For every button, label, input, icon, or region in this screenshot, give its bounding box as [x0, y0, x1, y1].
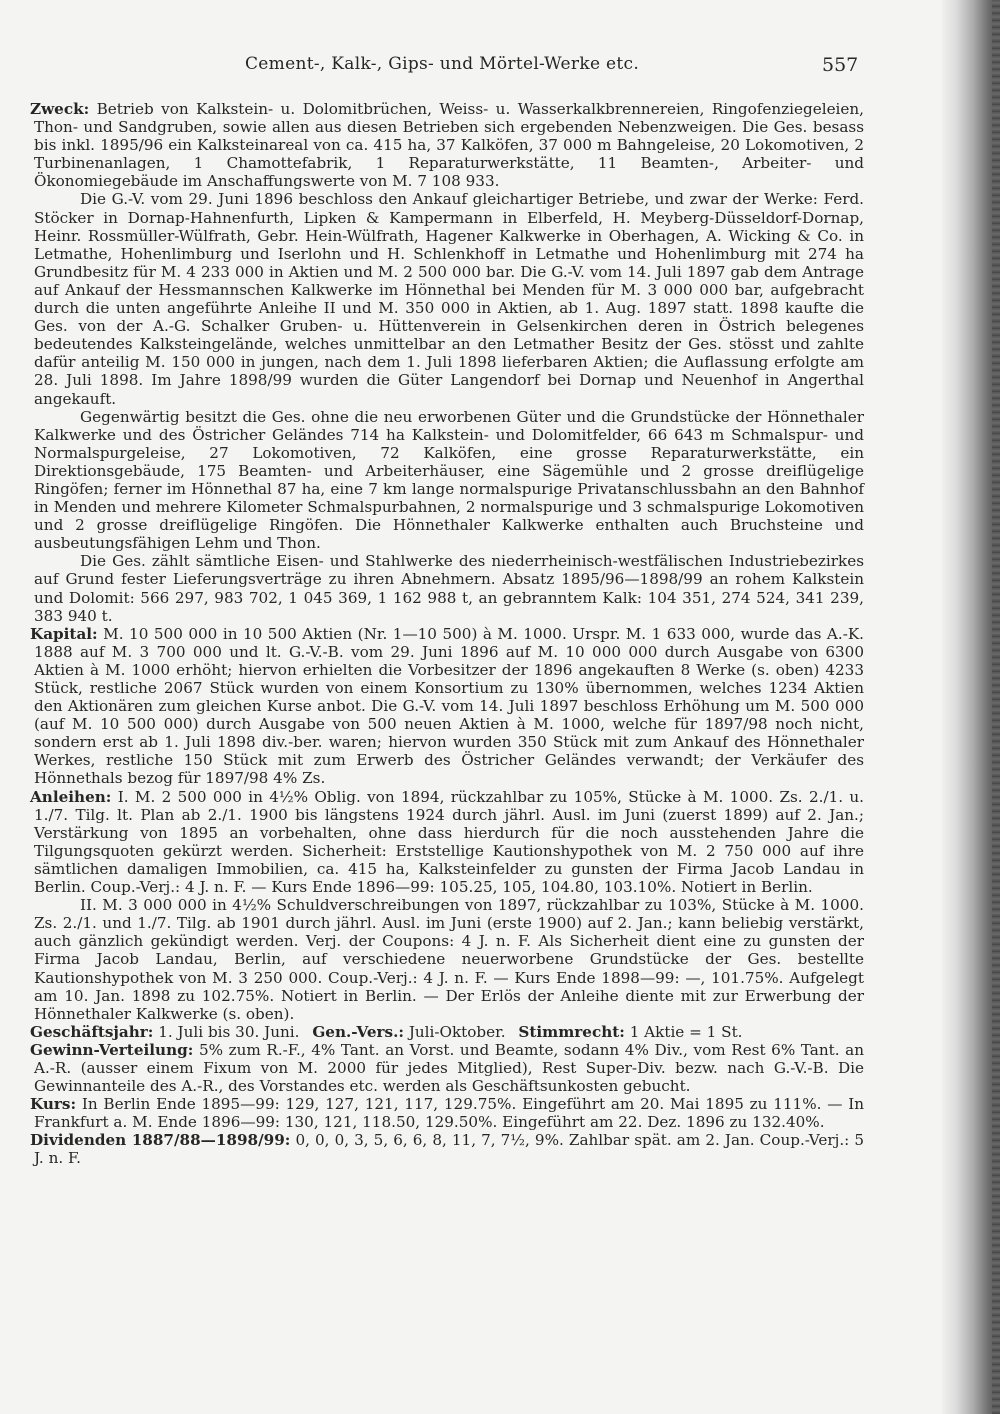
section-text: M. 10 500 000 in 10 500 Aktien (Nr. 1—10 500) à M. 1000. Urspr. M. 1 633 000, wurde das A.-K. 1888 auf M. 3 700 000 und lt. G.-V.-B. vom 29. Juni 1896 auf M. 10 000 000 durch Ausgabe von 6300 Aktien à M. 1000 erhöht; hiervon erhielten die Vorbesitzer der 1896 angekauften 8 Werke (s. oben) 4233 Stück, restliche 2067 Stück wurden von einem Konsortium zu 130% übernommen, welches 1234 Aktien den Aktionären zum gleichen Kurse anbot. Die G.-V. vom 14. Juli 1897 beschloss Erhöhung um M. 500 000 (auf M. 10 500 000) durch Ausgabe von 500 neuen Aktien à M. 1000, welche für 1897/98 noch nicht, sondern erst ab 1. Juli 1898 div.-ber. waren; hiervon wurden 350 Stück mit zum Ankauf des Hönnethaler Werkes, restliche 150 Stück mit zum Erwerb des Östricher Geländes verwandt; der Verkäufer des Hönnethals bezog für 1897/98 4% Zs. [34, 624, 865, 788]
header-title: Cement-, Kalk-, Gips- und Mörtel-Werke etc. [245, 54, 640, 74]
book-edge [992, 0, 1000, 1414]
section-text: 0, 0, 0, 3, 5, 6, 6, 8, 11, 7, 7½, 9%. Zahlbar spät. am 2. Jan. Coup.-Verj.: 5 J. n. F. [34, 1131, 864, 1168]
gen-vers-text: Juli-Oktober. [408, 1022, 506, 1041]
section-text: I. M. 2 500 000 in 4½% Oblig. von 1894, rückzahlbar zu 105%, Stücke à M. 1000. Zs. 2./1. u. 1./7. Tilg. lt. Plan ab 2./1. 1900 bis längstens 1924 durch jährl. Ausl. im Juni (zuerst 1899) auf 2. Jan.; Verstärkung von 1895 an vorbehalten, ohne dass hierdurch für die noch ausstehenden Jahre die Tilgungsquoten gekürzt werden. Sicherheit: Erststellige Kautionshypothek von M. 2 750 000 auf ihre sämtlichen damaligen Immobilien, ca. 415 ha, Kalksteinfelder zu gunsten der Firma Jacob Landau in Berlin. Coup.-Verj.: 4 J. n. F. — Kurs Ende 1896—99: 105.25, 105, 104.80, 103.10%. Notiert in Berlin. [34, 787, 864, 897]
gen-vers-label: Gen.-Vers.: [312, 1022, 404, 1041]
section-text: 5% zum R.-F., 4% Tant. an Vorst. und Beamte, sodann 4% Div., vom Rest 6% Tant. an A.-R. (ausser einem Fixum von M. 2000 für jedes Mitglied), Rest Super-Div. bezw. nach G.-V.-B. Die Gewinnanteile des A.-R., des Vorstandes etc. werden als Geschäftsunkosten gebucht. [34, 1040, 864, 1096]
section-text: 1. Juli bis 30. Juni. [158, 1022, 300, 1041]
section-label: Anleihen: [30, 787, 112, 806]
stimmrecht-label: Stimmrecht: [518, 1022, 625, 1041]
section-label: Zweck: [30, 100, 90, 118]
section-label: Dividenden 1887/88—1898/99: [30, 1131, 291, 1150]
section-dividenden [30, 1131, 864, 1168]
page-number: 557 [822, 54, 859, 76]
section-label: Gewinn-Verteilung: [30, 1040, 194, 1059]
section-kapital [30, 624, 865, 788]
section-anleihen [30, 787, 864, 897]
section-label: Kapital: [30, 624, 98, 643]
zweck-paragraph-4: Die Ges. zählt sämtliche Eisen- und Stahlwerke des niederrheinisch-westfälischen Industriebezirkes auf Grund fester Lieferungsverträge zu ihren Abnehmern. Absatz 1895/96—1898/99 an rohem Kalkstein und Dolomit: 566 297, 983 702, 1 045 369, 1 162 988 t, an gebranntem Kalk: 104 351, 274 524, 341 239, 383 940 t. [34, 552, 864, 625]
section-geschaeftsjahr [30, 1022, 864, 1041]
anleihen-paragraph-2: II. M. 3 000 000 in 4½% Schuldverschreibungen von 1897, rückzahlbar zu 103%, Stücke à M. 1000. Zs. 2./1. und 1./7. Tilg. ab 1901 durch jährl. Ausl. im Juni (erste 1900) auf 2. Jan.; kann beliebig verstärkt, auch gänzlich gekündigt werden. Verj. der Coupons: 4 J. n. F. Als Sicherheit dient eine zu gunsten der Firma Jacob Landau, Berlin, auf verschiedene neuerworbene Grundstücke der Ges. bestellte Kautionshypothek von M. 3 250 000. Coup.-Verj.: 4 J. n. F. — Kurs Ende 1898—99: —, 101.75%. Aufgelegt am 10. Jan. 1898 zu 102.75%. Notiert in Berlin. — Der Erlös der Anleihe diente mit zur Erwerbung der Hönnethaler Kalkwerke (s. oben). [34, 896, 864, 1023]
zweck-paragraph-2: Die G.-V. vom 29. Juni 1896 beschloss den Ankauf gleichartiger Betriebe, und zwar der Werke: Ferd. Stöcker in Dornap-Hahnenfurth, Lipken & Kampermann in Elberfeld, H. Meyberg-Düsseldorf-Dornap, Heinr. Rossmüller-Wülfrath, Gebr. Hein-Wülfrath, Hagener Kalkwerke in Oberhagen, A. Wicking & Co. in Letmathe, Hohenlimburg und Iserlohn und H. Schlenkhoff in Letmathe und Hohenlimburg mit 274 ha Grundbesitz für M. 4 233 000 in Aktien und M. 2 500 000 bar. Die G.-V. vom 14. Juli 1897 gab dem Antrage auf Ankauf der Hessmannschen Kalkwerke im Hönnethal bei Menden für M. 3 000 000 bar, aufgebracht durch die unten angeführte Anleihe II und M. 350 000 in Aktien, ab 1. Aug. 1897 statt. 1898 kaufte die Ges. von der A.-G. Schalker Gruben- u. Hüttenverein in Gelsenkirchen deren in Östrich belegenes bedeutendes Kalksteingelände, welches unmittelbar an den Letmather Besitz der Ges. stösst und zahlte dafür anteilig M. 150 000 in jungen, nach dem 1. Juli 1898 lieferbaren Aktien; die Auflassung erfolgte am 28. Juli 1898. Im Jahre 1898/99 wurden die Güter Langendorf bei Dornap und Neuenhof in Angerthal angekauft. [34, 190, 864, 408]
zweck-paragraph-3: Gegenwärtig besitzt die Ges. ohne die neu erworbenen Güter und die Grundstücke der Hönnethaler Kalkwerke und des Östricher Geländes 714 ha Kalkstein- und Dolomitfelder, 66 643 m Schmalspur- und Normalspurgeleise, 27 Lokomotiven, 72 Kalköfen, eine grosse Reparaturwerkstätte, ein Direktionsgebäude, 175 Beamten- und Arbeiterhäuser, eine Sägemühle und 2 grosse dreiflügelige Ringöfen; ferner im Hönnethal 87 ha, eine 7 km lange normalspurige Privatanschlussbahn an den Bahnhof in Menden und mehrere Kilometer Schmalspurbahnen, 2 normalspurige und 3 schmalspurige Lokomotiven und 2 grosse dreiflügelige Ringöfen. Die Hönnethaler Kalkwerke enthalten auch Bruchsteine und ausbeutungsfähigen Lehm und Thon. [34, 407, 864, 553]
article-body [30, 100, 865, 1168]
section-label: Geschäftsjahr: [30, 1022, 154, 1041]
section-kurs [30, 1095, 865, 1132]
section-text: Betrieb von Kalkstein- u. Dolomitbrüchen, Weiss- u. Wasserkalkbrennereien, Ringofenziegeleien, Thon- und Sandgruben, sowie allen aus diesen Betrieben sich ergebenden Nebenzweigen. Die Ges. besass bis inkl. 1895/96 ein Kalksteinareal von ca. 415 ha, 37 Kalköfen, 37 000 m Bahngeleise, 20 Lokomotiven, 2 Turbinenanlagen, 1 Chamottefabrik, 1 Reparaturwerkstätte, 11 Beamten-, Arbeiter- und Ökonomiegebäude im Anschaffungswerte von M. 7 108 933. [34, 100, 865, 191]
section-text: In Berlin Ende 1895—99: 129, 127, 121, 117, 129.75%. Eingeführt am 20. Mai 1895 zu 111%. — In Frankfurt a. M. Ende 1896—99: 130, 121, 118.50, 129.50%. Eingeführt am 22. Dez. 1896 zu 132.40%. [34, 1095, 865, 1132]
section-label: Kurs: [30, 1095, 77, 1114]
running-header [0, 54, 950, 80]
section-zweck [30, 100, 865, 191]
stimmrecht-text: 1 Aktie = 1 St. [629, 1022, 743, 1041]
section-gewinn [30, 1040, 864, 1096]
